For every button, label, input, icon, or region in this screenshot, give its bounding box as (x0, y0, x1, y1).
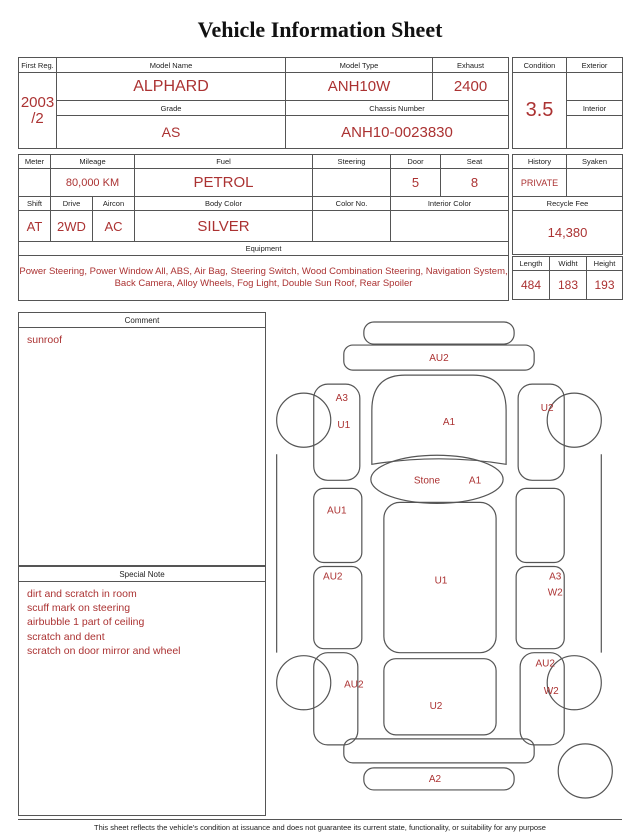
damage-label: W2 (543, 685, 559, 697)
registration-table (18, 57, 509, 149)
condition-table (512, 57, 623, 149)
exterior-value (567, 73, 623, 101)
rear-left-wheel (277, 656, 331, 710)
specs-table (18, 154, 509, 301)
exhaust-value: 2400 (433, 73, 509, 101)
rear-right-wheel (547, 656, 601, 710)
special-note-box (18, 566, 266, 816)
first-reg-value (19, 73, 57, 149)
history-label: History (513, 155, 567, 169)
model-type-label: Model Type (286, 58, 433, 73)
comment-label: Comment (19, 313, 265, 328)
grade-label: Grade (57, 101, 286, 116)
interior-value (567, 116, 623, 149)
condition-label: Condition (513, 58, 567, 73)
damage-label: U2 (429, 700, 443, 712)
drive-value: 2WD (51, 211, 93, 242)
dimensions-table (512, 256, 623, 300)
first-reg-label: First Reg. (19, 58, 57, 73)
width-label: Widht (550, 257, 587, 271)
interior-color-value (391, 211, 509, 242)
grade-value: AS (57, 116, 286, 149)
model-name-label: Model Name (57, 58, 286, 73)
right-front-door (516, 488, 564, 562)
equipment-value: Power Steering, Power Window All, ABS, Air Bag, Steering Switch, Wood Combination Steering, Navigation System, Back Camera, Alloy Wheels, Fog Light, Double Sun Roof, Rear Spoiler (19, 256, 509, 301)
aircon-label: Aircon (93, 197, 135, 211)
meter-value (19, 169, 51, 197)
damage-label: A3 (549, 571, 562, 583)
special-note-line: scuff mark on steering (27, 602, 131, 615)
rear-bumper (344, 739, 534, 763)
height-value: 193 (587, 271, 623, 300)
shift-label: Shift (19, 197, 51, 211)
mileage-value: 80,000 KM (51, 169, 135, 197)
left-front-door (314, 488, 362, 562)
damage-label: W2 (547, 587, 563, 599)
special-note-text (19, 582, 265, 663)
comment-box (18, 312, 266, 566)
body-color-label: Body Color (135, 197, 313, 211)
door-value: 5 (391, 169, 441, 197)
damage-label: U1 (434, 575, 448, 587)
first-reg-month: /2 (31, 109, 44, 127)
damage-label: AU2 (429, 353, 449, 365)
damage-label: A1 (468, 475, 482, 487)
damage-label: U1 (337, 420, 351, 432)
condition-value: 3.5 (513, 73, 567, 149)
damage-label: Stone (413, 475, 441, 487)
damage-label: AU1 (327, 505, 347, 517)
exhaust-label: Exhaust (433, 58, 509, 73)
history-value: PRIVATE (513, 169, 567, 197)
trunk (384, 659, 496, 735)
seat-label: Seat (441, 155, 509, 169)
body-color-value: SILVER (135, 211, 313, 242)
height-label: Height (587, 257, 623, 271)
length-value: 484 (513, 271, 550, 300)
damage-label: U2 (540, 403, 554, 415)
disclaimer: This sheet reflects the vehicle's condition at issuance and does not guarantee its current state, functionality, or suitability for any purpose (18, 819, 622, 832)
fuel-value: PETROL (135, 169, 313, 197)
special-note-line: airbubble 1 part of ceiling (27, 616, 145, 629)
interior-label: Interior (567, 101, 623, 116)
spare-wheel (558, 744, 612, 798)
front-left-wheel (277, 393, 331, 447)
color-no-value (313, 211, 391, 242)
steering-value (313, 169, 391, 197)
interior-color-label: Interior Color (391, 197, 509, 211)
color-no-label: Color No. (313, 197, 391, 211)
damage-label: A2 (428, 773, 442, 785)
door-label: Door (391, 155, 441, 169)
damage-label: AU2 (323, 571, 343, 583)
equipment-label: Equipment (19, 242, 509, 256)
comment-text: sunroof (27, 334, 63, 346)
damage-label: A3 (335, 393, 348, 405)
car-damage-diagram (268, 312, 630, 817)
model-type-value: ANH10W (286, 73, 433, 101)
front-right-wheel (547, 393, 601, 447)
recycle-fee-value: 14,380 (513, 211, 623, 255)
mileage-label: Mileage (51, 155, 135, 169)
special-note-line: dirt and scratch in room (27, 588, 137, 600)
width-value: 183 (550, 271, 587, 300)
meter-label: Meter (19, 155, 51, 169)
aircon-value: AC (93, 211, 135, 242)
chassis-number-value: ANH10-0023830 (286, 116, 509, 149)
damage-label: AU2 (535, 658, 555, 670)
special-note-line: scratch on door mirror and wheel (27, 644, 181, 657)
syaken-value (567, 169, 623, 197)
fuel-label: Fuel (135, 155, 313, 169)
seat-value: 8 (441, 169, 509, 197)
exterior-label: Exterior (567, 58, 623, 73)
damage-label: A1 (442, 417, 456, 429)
first-reg-year: 2003 (20, 93, 55, 111)
syaken-label: Syaken (567, 155, 623, 169)
recycle-fee-label: Recycle Fee (513, 197, 623, 211)
drive-label: Drive (51, 197, 93, 211)
length-label: Length (513, 257, 550, 271)
special-note-line: scratch and dent (27, 630, 105, 643)
history-table (512, 154, 623, 255)
shift-value: AT (19, 211, 51, 242)
front-top-bar (364, 322, 514, 344)
rear-left-fender (314, 653, 358, 745)
steering-label: Steering (313, 155, 391, 169)
page-title: Vehicle Information Sheet (197, 17, 443, 42)
model-name-value: ALPHARD (57, 73, 286, 101)
chassis-number-label: Chassis Number (286, 101, 509, 116)
special-note-label: Special Note (19, 567, 265, 582)
damage-label: AU2 (344, 679, 364, 691)
hood (372, 375, 506, 464)
